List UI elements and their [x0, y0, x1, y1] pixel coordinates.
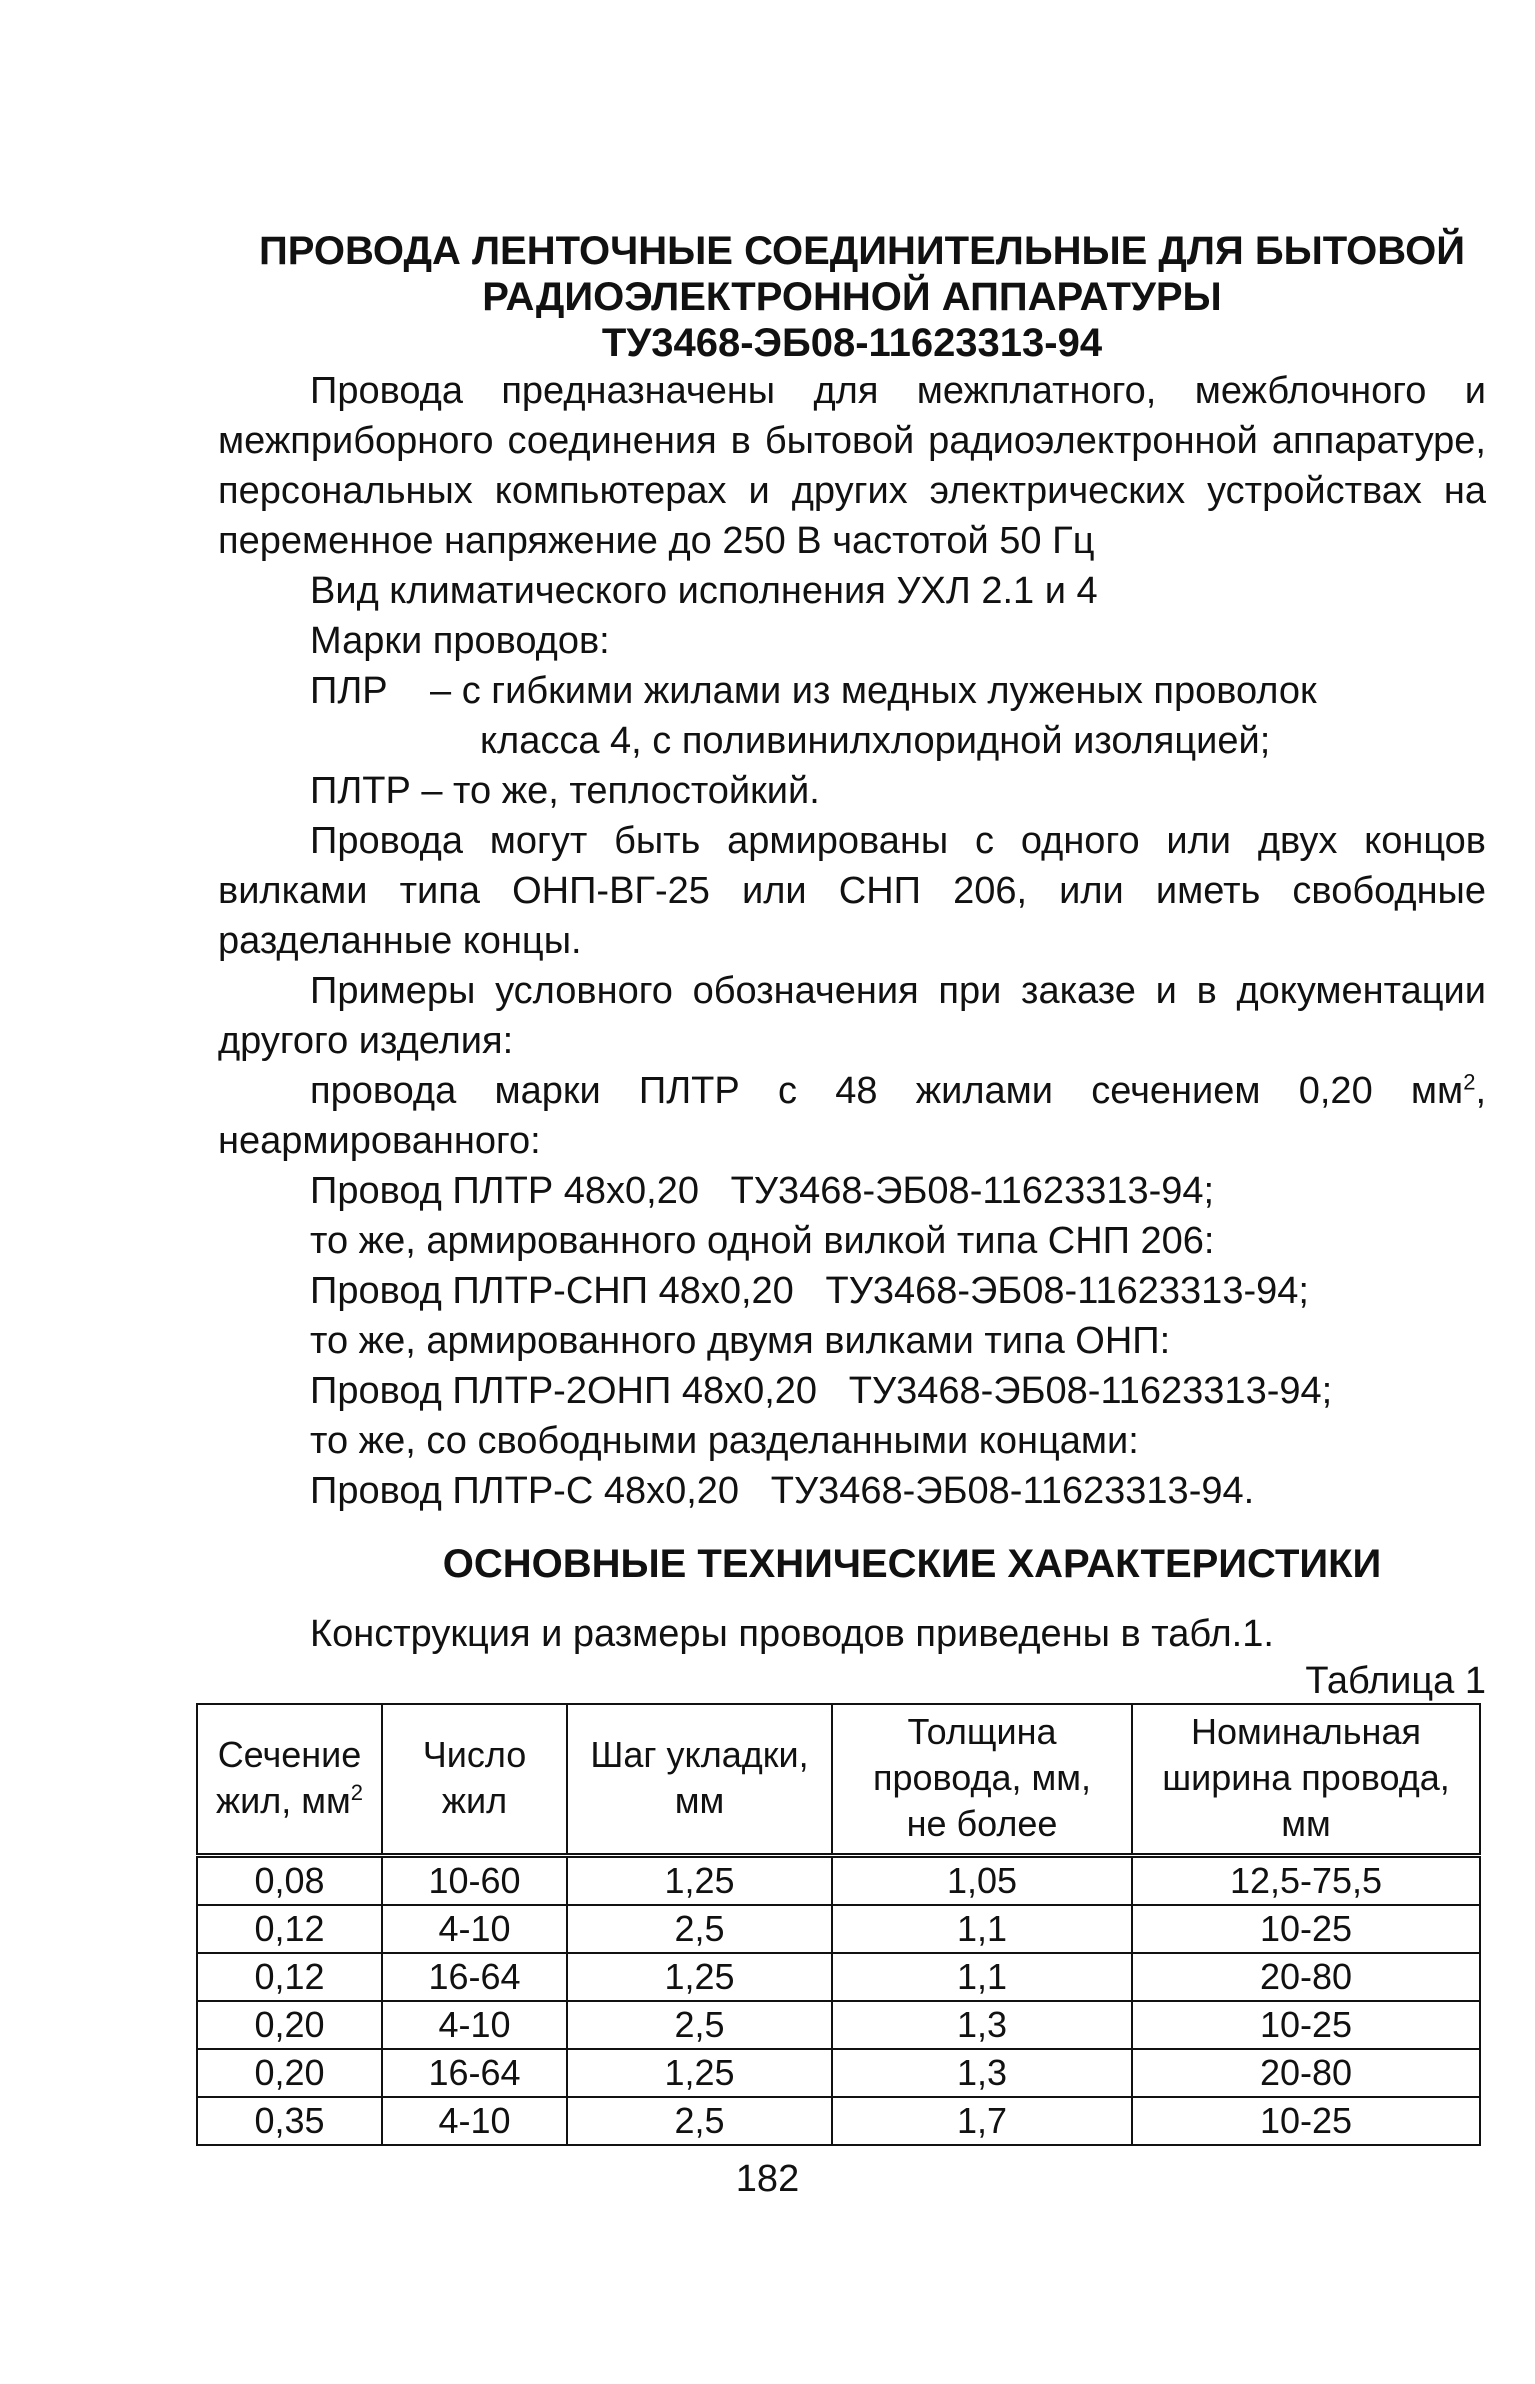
- document-page: [218, 228, 1486, 2146]
- header-thickness-line2: провода, мм,: [872, 1757, 1092, 1798]
- table-cell: 0,08: [197, 1856, 382, 1906]
- table-row: [197, 1905, 1480, 1953]
- header-width-line1: Номинальная: [1191, 1711, 1421, 1752]
- table-cell: 1,25: [567, 1856, 832, 1906]
- example-description-sup: 2: [1463, 1069, 1476, 1095]
- table-cell: 4-10: [382, 1905, 567, 1953]
- example-7: Провод ПЛТР-С 48х0,20 ТУ3468-ЭБ08-11623313-94.: [310, 1470, 1255, 1512]
- table-cell: 1,25: [567, 1953, 832, 2001]
- table-row: [197, 2097, 1480, 2145]
- header-pitch: [567, 1704, 832, 1856]
- table-cell: 1,3: [832, 2049, 1132, 2097]
- brand-plr-term: ПЛР: [310, 670, 388, 712]
- brand-pltr: ПЛТР – то же, теплостойкий.: [310, 770, 820, 812]
- table-cell: 2,5: [567, 2001, 832, 2049]
- brands-label: Марки проводов:: [310, 620, 610, 662]
- table-cell: 10-25: [1132, 1905, 1480, 1953]
- page-number: 182: [735, 2158, 800, 2200]
- example-4: то же, армированного двумя вилками типа ОНП:: [310, 1320, 1171, 1362]
- header-section: [197, 1704, 382, 1856]
- table-cell: 0,20: [197, 2001, 382, 2049]
- table-cell: 0,20: [197, 2049, 382, 2097]
- header-section-line2: жил, мм: [216, 1780, 351, 1821]
- table-cell: 10-25: [1132, 2001, 1480, 2049]
- table-row: [197, 1953, 1480, 2001]
- table-cell: 2,5: [567, 2097, 832, 2145]
- brand-plr: [218, 666, 1486, 716]
- table-row: [197, 2049, 1480, 2097]
- example-6: то же, со свободными разделанными концами:: [310, 1420, 1139, 1462]
- title-line-1: ПРОВОДА ЛЕНТОЧНЫЕ СОЕДИНИТЕЛЬНЫЕ ДЛЯ БЫТОВОЙ: [258, 229, 1466, 273]
- example-1: Провод ПЛТР 48х0,20 ТУ3468-ЭБ08-11623313-94;: [310, 1170, 1215, 1212]
- example-5: Провод ПЛТР-2ОНП 48х0,20 ТУ3468-ЭБ08-11623313-94;: [310, 1370, 1333, 1412]
- example-2: то же, армированного одной вилкой типа СНП 206:: [310, 1220, 1215, 1262]
- table-cell: 10-60: [382, 1856, 567, 1906]
- header-width-line3: мм: [1281, 1803, 1331, 1844]
- table-caption: Таблица 1: [1305, 1660, 1486, 1702]
- header-section-sup: 2: [350, 1780, 363, 1805]
- table-cell: 20-80: [1132, 2049, 1480, 2097]
- title-line-3: ТУ3468-ЭБ08-11623313-94: [601, 321, 1103, 365]
- table-cell: 0,12: [197, 1905, 382, 1953]
- example-description: [218, 1066, 1486, 1166]
- table-cell: 20-80: [1132, 1953, 1480, 2001]
- table-row: [197, 1856, 1480, 1906]
- brand-plr-desc-cont: класса 4, с поливинилхлоридной изоляцией;: [480, 720, 1271, 762]
- table-cell: 1,1: [832, 1905, 1132, 1953]
- header-count: [382, 1704, 567, 1856]
- body-text: [218, 366, 1486, 1516]
- example-description-tail: , неармированного:: [218, 1070, 1486, 1162]
- table-cell: 4-10: [382, 2097, 567, 2145]
- table-cell: 1,05: [832, 1856, 1132, 1906]
- armored-paragraph: Провода могут быть армированы с одного или двух концов вилками типа ОНП-ВГ-25 или СНП 206, или иметь свободные разделанные концы.: [218, 820, 1486, 962]
- header-thickness-line3: не более: [906, 1803, 1058, 1844]
- header-count-line1: Число: [422, 1734, 527, 1775]
- section-title: ОСНОВНЫЕ ТЕХНИЧЕСКИЕ ХАРАКТЕРИСТИКИ: [442, 1542, 1382, 1586]
- table-cell: 4-10: [382, 2001, 567, 2049]
- specs-table: [196, 1703, 1481, 2146]
- header-section-line1: Сечение: [217, 1734, 362, 1775]
- section-text: Конструкция и размеры проводов приведены в табл.1.: [310, 1613, 1274, 1655]
- table-cell: 16-64: [382, 2049, 567, 2097]
- table-cell: 10-25: [1132, 2097, 1480, 2145]
- table-cell: 0,35: [197, 2097, 382, 2145]
- table-cell: 2,5: [567, 1905, 832, 1953]
- header-width-line2: ширина провода,: [1162, 1757, 1450, 1798]
- example-description-text: провода марки ПЛТР с 48 жилами сечением 0,20 мм: [310, 1070, 1464, 1112]
- table-cell: 1,7: [832, 2097, 1132, 2145]
- table-row: [197, 2001, 1480, 2049]
- example-3: Провод ПЛТР-СНП 48х0,20 ТУ3468-ЭБ08-11623313-94;: [310, 1270, 1309, 1312]
- table-cell: 0,12: [197, 1953, 382, 2001]
- brand-plr-desc: – с гибкими жилами из медных луженых проволок: [430, 670, 1317, 712]
- climate-line: Вид климатического исполнения УХЛ 2.1 и 4: [310, 570, 1098, 612]
- intro-paragraph: Провода предназначены для межплатного, межблочного и межприборного соединения в бытовой радиоэлектронной аппаратуре, персональных компьютерах и других электрических устройствах на переменное напряжение до 250 В частотой 50 Гц: [218, 370, 1486, 562]
- table-cell: 1,1: [832, 1953, 1132, 2001]
- header-thickness-line1: Толщина: [907, 1711, 1057, 1752]
- header-pitch-line2: мм: [674, 1780, 725, 1821]
- table-cell: 16-64: [382, 1953, 567, 2001]
- table-cell: 12,5-75,5: [1132, 1856, 1480, 1906]
- table-cell: 1,3: [832, 2001, 1132, 2049]
- header-pitch-line1: Шаг укладки,: [590, 1734, 809, 1775]
- table-cell: 1,25: [567, 2049, 832, 2097]
- table-header-row: [197, 1704, 1480, 1856]
- header-thickness: [832, 1704, 1132, 1856]
- header-width: [1132, 1704, 1480, 1856]
- examples-intro: Примеры условного обозначения при заказе и в документации другого изделия:: [218, 970, 1486, 1062]
- header-count-line2: жил: [441, 1780, 508, 1821]
- title-line-2: РАДИОЭЛЕКТРОННОЙ АППАРАТУРЫ: [482, 275, 1222, 319]
